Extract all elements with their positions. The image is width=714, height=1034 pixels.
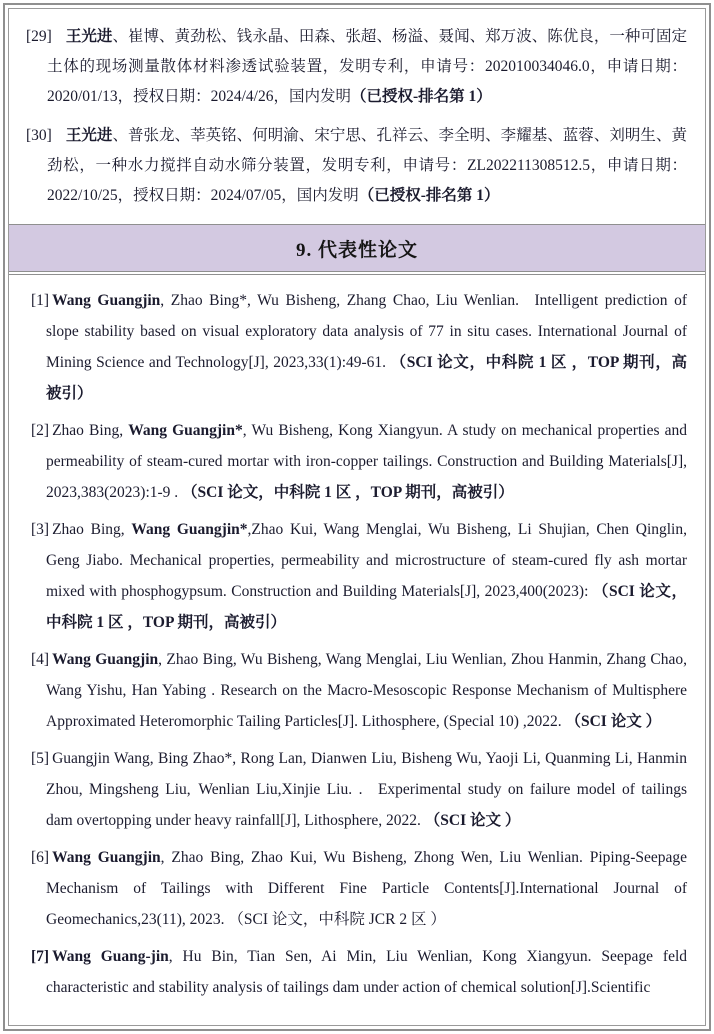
entry-number: [30] (26, 127, 52, 144)
entry-text-bold: （已授权-排名第 1） (350, 88, 492, 105)
paper-entry (31, 644, 687, 737)
entry-text-bold: （SCI 论文，中科院 1 区 ，TOP 期刊，高被引） (46, 583, 687, 631)
entry-text-bold: 王光进 (65, 127, 113, 144)
section-title: 9. 代表性论文 (295, 239, 418, 261)
entry-number: [1] (31, 292, 50, 309)
entry-text-bold: Wang Guangjin (52, 651, 159, 668)
paper-entry (31, 743, 687, 836)
paper-entry (31, 285, 687, 409)
patents-section (9, 9, 705, 224)
entry-text: Zhao Bing, (52, 422, 129, 439)
entry-text-bold: Wang Guangjin* (128, 422, 243, 439)
entry-text-bold: （已授权-排名第 1） (358, 187, 500, 204)
entry-text: 、普张龙、莘英铭、何明渝、宋宁思、孔祥云、李全明、李耀基、蓝蓉、刘明生、黄劲松，一种水力搅拌自动水筛分装置，发明专利，申请号：ZL202211308512.5，申请日期：2022/10/25，授权日期：2024/07/05，国内发明 (47, 127, 687, 204)
page-frame-inner (8, 8, 706, 1026)
entry-text: 、崔博、黄劲松、钱永晶、田森、张超、杨溢、聂闻、郑万波、陈优良，一种可固定土体的现场测量散体材料渗透试验装置，发明专利，申请号：202010034046.0，申请日期：2020/01/13，授权日期：2024/4/26，国内发明 (47, 28, 687, 105)
entry-text-bold: （SCI 论文，中科院 1 区 ，TOP 期刊，高被引） (182, 484, 514, 501)
entry-text-bold: 王光进 (65, 28, 113, 45)
patent-entry (26, 121, 687, 211)
paper-entry (31, 415, 687, 508)
entry-text-bold: Wang Guang-jin (52, 948, 169, 965)
entry-number: [29] (26, 28, 52, 45)
entry-text: , Zhao Bing, Zhao Kui, Wu Bisheng, Zhong Wen, Liu Wenlian. Piping-Seepage Mechanism of Tailings with Different Fine Particle Contents[J].International Journal of Geomechanics,23(11), 2023. （SCI 论文，中科院 JCR 2 区 ） (46, 849, 687, 928)
paper-entry (31, 514, 687, 638)
entry-number: [5] (31, 750, 50, 767)
entry-number: [3] (31, 521, 50, 538)
entry-number: [2] (31, 422, 50, 439)
entry-text: Zhao Bing, (52, 521, 132, 538)
entry-number: [4] (31, 651, 50, 668)
entry-text-bold: （SCI 论文，中科院 1 区 ，TOP 期刊，高被引） (46, 354, 687, 402)
entry-number: [7] (31, 948, 50, 965)
paper-entry (31, 842, 687, 935)
entry-text: Guangjin Wang, Bing Zhao*, Rong Lan, Dianwen Liu, Bisheng Wu, Yaoji Li, Quanming Li, Hanmin Zhou, Mingsheng Liu, Wenlian Liu,Xinjie Liu. . Experimental study on failure model of tailings dam overtopping under heavy rainfall[J], Lithosphere, 2022. (46, 750, 687, 829)
entry-number: [6] (31, 849, 50, 866)
entry-text: , Hu Bin, Tian Sen, Ai Min, Liu Wenlian, Kong Xiangyun. Seepage feld characteristic and stability analysis of tailings dam under action of chemical solution[J].Scientific (46, 948, 688, 996)
page-frame-outer (3, 3, 711, 1031)
entry-text: , Wu Bisheng, Kong Xiangyun. A study on mechanical properties and permeability of steam-cured mortar with iron-copper tailings. Construction and Building Materials[J], 2023,383(2023):1-9 . (46, 422, 687, 501)
entry-text-bold: Wang Guangjin* (131, 521, 248, 538)
entry-text: , Zhao Bing, Wu Bisheng, Wang Menglai, Liu Wenlian, Zhou Hanmin, Zhang Chao, Wang Yishu, Han Yabing . Research on the Macro-Mesoscopic Response Mechanism of Multisphere Approximated Heteromorphic Tailing Particles[J]. Lithosphere, (Special 10) ,2022. (46, 651, 687, 730)
entry-text-bold: （SCI 论文 ） (424, 812, 521, 829)
entry-text-bold: （SCI 论文 ） (565, 713, 662, 730)
entry-text-bold: Wang Guangjin (52, 292, 161, 309)
patent-entry (26, 22, 687, 112)
paper-entry (31, 941, 687, 1003)
papers-section (9, 274, 705, 1025)
entry-text: , Zhao Bing*, Wu Bisheng, Zhang Chao, Liu Wenlian. Intelligent prediction of slope stability based on visual exploratory data analysis of 77 in situ cases. International Journal of Mining Science and Technology[J], 2023,33(1):49-61. (46, 292, 688, 371)
entry-text-bold: Wang Guangjin (52, 849, 161, 866)
entry-text: ,Zhao Kui, Wang Menglai, Wu Bisheng, Li Shujian, Chen Qinglin, Geng Jiabo. Mechanical properties, permeability and microstructure of steam-cured fly ash mortar mixed with phosphogypsum. Construction and Building Materials[J], 2023,400(2023): (46, 521, 687, 600)
section-header-band (9, 224, 705, 272)
